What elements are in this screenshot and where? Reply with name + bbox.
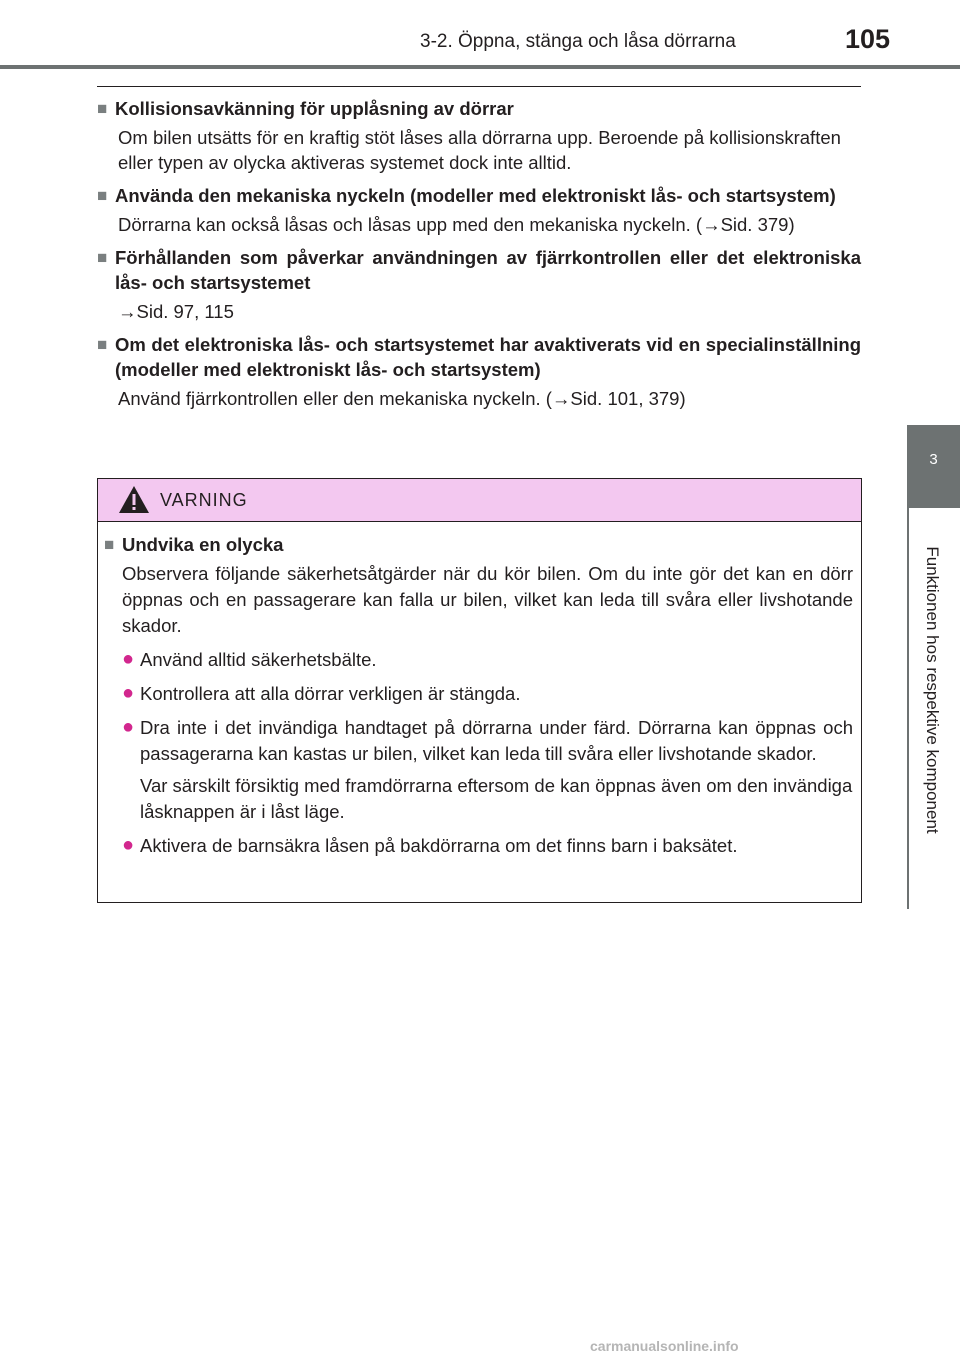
content-divider <box>97 86 861 87</box>
warning-title: VARNING <box>160 490 248 510</box>
square-bullet-icon: ■ <box>97 248 108 267</box>
section-heading: Förhållanden som påverkar användningen av fjärrkontrollen eller det elektroniska lås- och startsystemet <box>115 247 861 293</box>
header-divider <box>0 65 960 69</box>
section-conditions <box>97 245 861 324</box>
warning-content <box>98 522 861 859</box>
main-content <box>97 96 861 419</box>
square-bullet-icon: ■ <box>97 335 108 354</box>
warning-header <box>98 479 861 522</box>
dot-bullet-icon: ● <box>122 648 135 670</box>
square-bullet-icon: ■ <box>97 186 108 205</box>
square-bullet-icon: ■ <box>104 535 115 554</box>
section-collision <box>97 96 861 175</box>
section-body: Använd fjärrkontrollen eller den mekaniska nyckeln. (→Sid. 101, 379) <box>118 388 686 409</box>
section-heading: Kollisionsavkänning för upplåsning av dörrar <box>115 98 514 119</box>
page-header-title: 3-2. Öppna, stänga och låsa dörrarna <box>420 31 736 52</box>
warning-box <box>97 478 862 903</box>
warning-intro: Observera följande säkerhetsåtgärder när du kör bilen. Om du inte gör det kan en dörr öppnas och en passagerare kan falla ur bilen, vilket kan leda till svåra eller livshotande skador. <box>122 563 853 636</box>
chapter-label: Funktionen hos respektive komponent <box>923 546 942 834</box>
dot-bullet-icon: ● <box>122 716 135 738</box>
section-heading: Om det elektroniska lås- och startsystemet har avaktiverats vid en specialinställning (modeller med elektroniskt lås- och startsystem) <box>115 334 861 380</box>
warning-extra-note: Var särskilt försiktig med framdörrarna eftersom de kan öppnas även om den invändiga låsknappen är i låst läge. <box>140 775 853 822</box>
square-bullet-icon: ■ <box>97 99 108 118</box>
warning-triangle-icon <box>118 485 150 514</box>
chapter-tab: 3 <box>907 425 960 508</box>
page-number: 105 <box>845 24 891 54</box>
section-deactivated <box>97 332 861 411</box>
section-heading: Använda den mekaniska nyckeln (modeller med elektroniskt lås- och startsystem) <box>115 185 836 206</box>
warning-subheading: Undvika en olycka <box>122 534 284 555</box>
dot-bullet-icon: ● <box>122 834 135 856</box>
section-mechanical-key <box>97 183 861 237</box>
warning-item: ● Kontrollera att alla dörrar verkligen är stängda. <box>122 681 853 707</box>
section-body: →Sid. 97, 115 <box>118 301 234 322</box>
section-body: Dörrarna kan också låsas och låsas upp med den mekaniska nyckeln. (→Sid. 379) <box>118 214 795 235</box>
warning-item: ● Använd alltid säkerhetsbälte. <box>122 647 853 673</box>
footer-watermark: carmanualsonline.info <box>590 1338 739 1354</box>
warning-item: ● Aktivera de barnsäkra låsen på bakdörrarna om det finns barn i baksätet. <box>122 833 853 859</box>
warning-item: ● Dra inte i det invändiga handtaget på dörrarna under färd. Dörrarna kan öppnas och passagerarna kan kastas ur bilen, vilket kan leda till svåra eller livshotande skador. <box>122 715 853 767</box>
dot-bullet-icon: ● <box>122 682 135 704</box>
section-body: Om bilen utsätts för en kraftig stöt låses alla dörrarna upp. Beroende på kollisionskraften eller typen av olycka aktiveras systemet dock inte alltid. <box>118 127 841 173</box>
